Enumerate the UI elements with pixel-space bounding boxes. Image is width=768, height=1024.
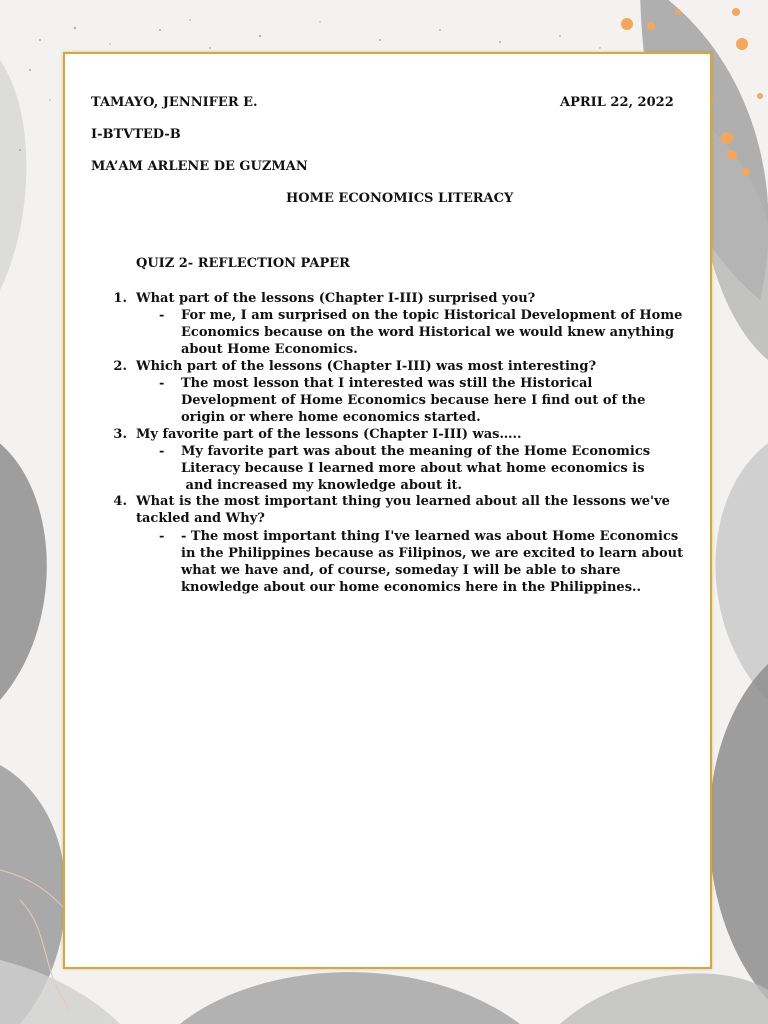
orange-dot (736, 38, 748, 50)
question-text: What is the most important thing you learned about all the lessons we've (136, 494, 670, 509)
question-number: 2. (113, 359, 127, 374)
question-number: 1. (113, 291, 127, 306)
answer-line: about Home Economics. (181, 342, 358, 357)
leaf-bottom-left (0, 960, 120, 1024)
answer-line: in the Philippines because as Filipinos, we are excited to learn about (181, 546, 684, 561)
section-code: I-BTVTED-B (91, 127, 181, 142)
instructor-name: MA’AM ARLENE DE GUZMAN (91, 159, 308, 174)
question-text: tackled and Why? (136, 511, 265, 526)
answer-dash: - (159, 529, 165, 544)
answer-line: and increased my knowledge about it. (181, 478, 463, 493)
answer-line: - The most important thing I've learned was about Home Economics (181, 529, 679, 544)
leaf-right-mid (715, 430, 768, 700)
leaf-bottom-right (560, 973, 768, 1024)
answer-line: My favorite part was about the meaning of the Home Economics (181, 444, 651, 459)
orange-dot (721, 132, 733, 144)
answer-dash: - (159, 308, 165, 323)
answer-line: origin or where home economics started. (181, 410, 481, 425)
answer-line: knowledge about our home economics here in the Philippines.. (181, 580, 642, 595)
orange-dot (732, 8, 740, 16)
leaf-right-low (709, 640, 768, 1000)
answer-line: Literacy because I learned more about what home economics is (181, 461, 645, 476)
leaf-bottom (180, 972, 520, 1024)
question-number: 3. (113, 427, 127, 442)
question-text: What part of the lessons (Chapter I-III) surprised you? (136, 291, 536, 306)
answer-line: For me, I am surprised on the topic Historical Development of Home (181, 308, 683, 323)
orange-dot (757, 93, 763, 99)
document-date: APRIL 22, 2022 (560, 95, 674, 110)
quiz-title: QUIZ 2- REFLECTION PAPER (136, 256, 350, 271)
orange-dot (742, 168, 750, 176)
leaf-top-left (0, 60, 26, 290)
answer-line: what we have and, of course, someday I will be able to share (181, 563, 621, 578)
leaf-left-mid (0, 430, 47, 700)
orange-dot (647, 22, 655, 30)
orange-dot (675, 9, 681, 15)
answer-line: Development of Home Economics because here I find out of the (181, 393, 646, 408)
answer-dash: - (159, 376, 165, 391)
orange-dot (621, 18, 633, 30)
answer-dash: - (159, 444, 165, 459)
course-title: HOME ECONOMICS LITERACY (286, 191, 514, 206)
student-name: TAMAYO, JENNIFER E. (91, 95, 258, 110)
question-text: My favorite part of the lessons (Chapter I-III) was….. (136, 427, 522, 442)
question-number: 4. (113, 494, 127, 509)
question-text: Which part of the lessons (Chapter I-III) was most interesting? (136, 359, 597, 374)
answer-line: Economics because on the word Historical we would knew anything (181, 325, 675, 340)
answer-line: The most lesson that I interested was still the Historical (181, 376, 593, 391)
orange-dot (727, 150, 737, 160)
